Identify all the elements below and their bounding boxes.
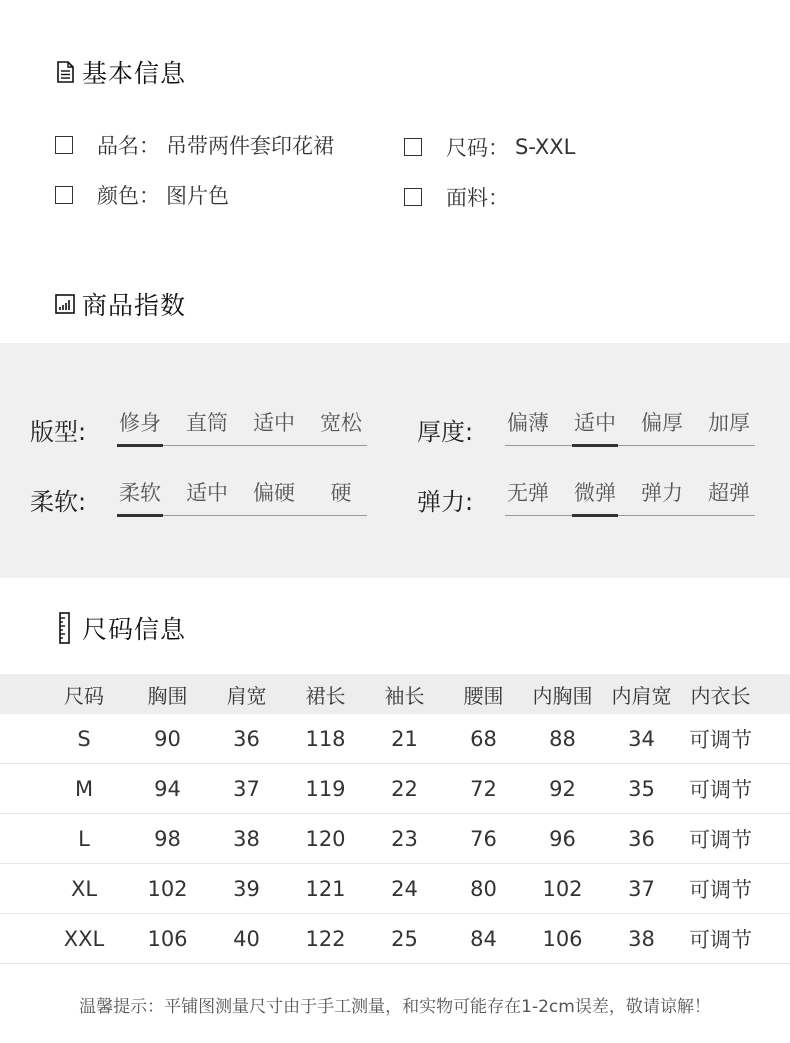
table-cell: 94 [154, 776, 181, 801]
table-cell: 25 [391, 926, 418, 951]
table-cell: 可调节 [689, 727, 752, 752]
basic-info-heading [54, 54, 186, 90]
info-label: 尺码： [446, 136, 509, 160]
table-row [0, 914, 790, 964]
table-cell: 40 [233, 926, 260, 951]
table-cell: 38 [628, 926, 655, 951]
index-option[interactable]: 加厚 [708, 411, 750, 435]
info-label: 面料： [446, 186, 509, 210]
index-option[interactable]: 无弹 [507, 481, 549, 505]
bar-chart-icon [54, 293, 76, 315]
index-label-softness: 柔软: [30, 488, 87, 516]
table-header-cell: 袖长 [384, 683, 425, 708]
index-option[interactable]: 偏薄 [507, 411, 549, 435]
table-cell: 98 [154, 826, 181, 851]
size-info-title: 尺码信息 [82, 615, 187, 644]
table-cell: 36 [233, 726, 260, 751]
info-item-fabric [404, 182, 515, 212]
table-header-cell: 尺码 [64, 683, 104, 708]
table-cell: 24 [391, 876, 418, 901]
table-cell: 可调节 [689, 927, 752, 952]
info-label: 品名： [97, 134, 160, 158]
table-cell: 68 [470, 726, 497, 751]
table-header-cell: 内衣长 [690, 683, 751, 708]
table-cell: 可调节 [689, 877, 752, 902]
table-cell: 可调节 [689, 827, 752, 852]
index-option[interactable]: 柔软 [117, 477, 163, 515]
table-cell: 102 [542, 876, 583, 901]
index-label-fit: 版型: [30, 418, 87, 446]
index-option[interactable]: 偏硬 [253, 481, 295, 505]
index-options-elasticity [505, 477, 755, 516]
table-spacer [0, 714, 40, 763]
info-value: S-XXL [515, 135, 576, 159]
checkbox[interactable] [404, 138, 422, 156]
index-label-thickness: 厚度: [417, 418, 474, 446]
table-cell: 76 [470, 826, 497, 851]
table-header-cell: 内胸围 [532, 683, 593, 708]
table-header-cell: 肩宽 [226, 683, 267, 708]
info-label: 颜色： [97, 184, 160, 208]
table-cell: 90 [154, 726, 181, 751]
table-cell: 106 [147, 926, 188, 951]
checkbox[interactable] [404, 188, 422, 206]
table-cell: 96 [549, 826, 576, 851]
table-row [0, 864, 790, 914]
table-header-cell: 裙长 [305, 683, 346, 708]
table-cell: 80 [470, 876, 497, 901]
table-cell: 84 [470, 926, 497, 951]
table-cell: 21 [391, 726, 418, 751]
table-cell: 118 [305, 726, 346, 751]
basic-info-title: 基本信息 [82, 59, 187, 88]
info-value: 吊带两件套印花裙 [166, 134, 334, 158]
measurement-tip: 温馨提示：平铺图测量尺寸由于手工测量，和实物可能存在1-2cm误差，敬请谅解！ [79, 997, 711, 1017]
table-cell: 37 [233, 776, 260, 801]
index-option[interactable]: 宽松 [320, 411, 362, 435]
table-cell: 122 [305, 926, 346, 951]
table-cell: 37 [628, 876, 655, 901]
info-item-color [55, 180, 229, 210]
table-cell: 可调节 [689, 777, 752, 802]
table-spacer [0, 914, 40, 963]
table-cell: 106 [542, 926, 583, 951]
document-icon [54, 61, 76, 83]
table-header-row [0, 674, 790, 714]
table-cell: M [74, 776, 94, 801]
product-index-heading [54, 286, 186, 322]
table-header-cell: 腰围 [463, 683, 504, 708]
table-cell: 38 [233, 826, 260, 851]
table-row [0, 764, 790, 814]
checkbox[interactable] [55, 186, 73, 204]
index-options-thickness [505, 407, 755, 446]
table-cell: 92 [549, 776, 576, 801]
index-option[interactable]: 超弹 [708, 481, 750, 505]
table-cell: 22 [391, 776, 418, 801]
table-cell: 34 [628, 726, 655, 751]
table-cell: 72 [470, 776, 497, 801]
table-cell: 119 [305, 776, 346, 801]
table-row [0, 714, 790, 764]
size-table [0, 674, 790, 964]
ruler-icon [54, 617, 76, 639]
table-cell: 35 [628, 776, 655, 801]
table-header-cell: 胸围 [147, 683, 188, 708]
table-cell: L [78, 826, 90, 851]
index-option[interactable]: 直筒 [186, 411, 228, 435]
table-cell: 102 [147, 876, 188, 901]
table-spacer [0, 674, 40, 714]
product-index-panel [0, 343, 790, 578]
info-item-name [55, 130, 334, 160]
info-item-size [404, 132, 575, 162]
index-label-elasticity: 弹力: [417, 488, 474, 516]
table-cell: 88 [549, 726, 576, 751]
table-cell: XL [70, 876, 98, 901]
table-spacer [0, 864, 40, 913]
table-cell: 39 [233, 876, 260, 901]
product-index-title: 商品指数 [82, 291, 187, 320]
table-row [0, 814, 790, 864]
index-option[interactable]: 偏厚 [641, 411, 683, 435]
size-info-heading [54, 610, 186, 646]
index-option[interactable]: 硬 [330, 481, 352, 505]
table-cell: S [77, 726, 91, 751]
table-spacer [0, 764, 40, 813]
index-option[interactable]: 弹力 [641, 481, 683, 505]
table-cell: 36 [628, 826, 655, 851]
index-options-fit [117, 407, 367, 446]
table-cell: 23 [391, 826, 418, 851]
table-cell: 120 [305, 826, 346, 851]
index-option[interactable]: 修身 [117, 407, 163, 445]
index-option[interactable]: 微弹 [572, 477, 618, 515]
index-option[interactable]: 适中 [253, 411, 295, 435]
checkbox[interactable] [55, 136, 73, 154]
index-option[interactable]: 适中 [186, 481, 228, 505]
index-options-softness [117, 477, 367, 516]
table-cell: 121 [305, 876, 346, 901]
info-value: 图片色 [166, 184, 229, 208]
index-option[interactable]: 适中 [572, 407, 618, 445]
table-header-cell: 内肩宽 [611, 683, 672, 708]
table-spacer [0, 814, 40, 863]
table-cell: XXL [63, 926, 105, 951]
